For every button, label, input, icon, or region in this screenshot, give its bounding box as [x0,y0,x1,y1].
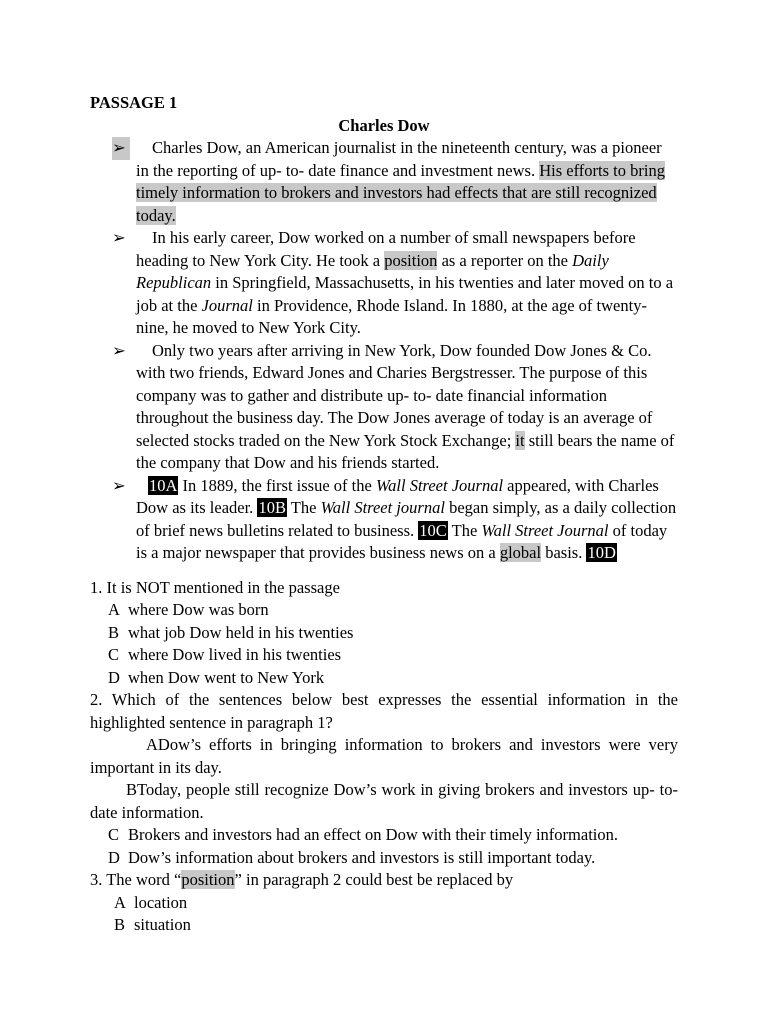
option-letter: C [108,825,120,844]
option-letter: A [114,892,126,912]
paragraph-4-text: The [286,498,321,517]
question-3 [90,869,678,892]
highlighted-word-position[interactable]: position [181,870,235,889]
paragraph-3 [90,340,678,475]
option-text: Dow’s information about brokers and investors is still important today. [128,847,596,867]
option-1b[interactable] [90,622,678,645]
option-text: what job Dow held in his twenties [128,622,354,642]
paragraph-2-text: in Springfield, Massachusetts, in his twenties and later moved on to a job at the [136,273,674,315]
question-1: 1. It is NOT mentioned in the passage [90,577,340,597]
paragraph-4-text: The [447,520,482,540]
option-2c[interactable] [90,824,678,847]
paragraph-4-text: appeared, with Charles Dow as its leader. [136,475,659,517]
paragraph-4 [90,475,678,565]
italic-title: Daily Republican [136,250,609,292]
arrow-bullet-icon: ➢ [112,475,126,495]
paragraph-list [90,137,678,565]
passage-label: PASSAGE 1 [90,93,178,112]
paragraph-2-text: as a reporter on the [437,250,573,270]
arrow-bullet-icon: ➢ [112,137,130,160]
paragraph-4-text: In 1889, the first issue of the [178,475,376,495]
option-letter: B [108,622,120,642]
arrow-bullet-icon: ➢ [112,340,126,360]
option-letter: A [146,735,158,754]
paragraph-2-text: in Providence, Rhode Island. In 1880, at the age of twenty- nine, he moved to New York City. [136,295,647,337]
highlighted-word-global[interactable]: global [499,543,542,562]
highlighted-word-position[interactable]: position [384,250,438,270]
question-3-text: ” in paragraph 2 could best be replaced by [234,870,514,889]
paragraph-3-text: Only two years after arriving in New York, Dow founded Dow Jones & Co. with two friends, Edward Jones and Charies Bergstresser. The purpose of this company was to gather and distribute up- to- date financial information throughout the business day. The Dow Jones average of today is an average of selected stocks traded on the New York Stock Exchange; [136,340,653,450]
option-text: location [134,892,188,912]
option-letter: D [108,847,120,867]
italic-title: Wall Street Journal [375,475,504,495]
passage-title: Charles Dow [338,115,430,135]
option-letter: B [114,915,126,934]
paragraph-2-text: In his early career, Dow worked on a number of small newspapers before heading to New York City. He took a [136,228,636,270]
arrow-bullet-icon: ➢ [112,228,126,247]
paragraph-3-text: still bears the name of the company that Dow and his friends started. [136,430,675,472]
italic-title: Journal [201,295,253,315]
option-text: Today, people still recognize Dow’s work in giving brokers and investors up- to- date information. [90,780,678,822]
insert-marker-10d[interactable]: 10D [587,543,616,562]
option-1a[interactable] [90,599,678,622]
option-2b[interactable] [90,779,678,824]
paragraph-4-text: began simply, as a daily collection of brief news bulletins related to business. [136,498,677,540]
option-text: Brokers and investors had an effect on Dow with their timely information. [128,825,618,844]
option-1c[interactable] [90,644,678,667]
option-1d[interactable] [90,667,678,690]
question-2: 2. Which of the sentences below best expresses the essential information in the highlighted sentence in paragraph 1? [90,690,678,732]
option-letter: D [108,667,120,687]
option-text: Dow’s efforts in bringing information to brokers and investors were very important in its day. [90,735,678,777]
option-text: when Dow went to New York [128,667,325,687]
insert-marker-10a[interactable]: 10A [149,475,178,495]
option-text: where Dow lived in his twenties [128,645,342,664]
italic-title: Wall Street journal [320,498,445,517]
paragraph-2 [90,227,678,340]
option-2d[interactable] [90,847,678,870]
option-text: where Dow was born [128,600,269,619]
questions-section [90,577,678,937]
option-3b[interactable] [90,914,678,937]
option-letter: C [108,645,120,664]
insert-marker-10b[interactable]: 10B [258,498,286,517]
insert-marker-10c[interactable]: 10C [419,520,447,540]
option-text: situation [134,915,191,934]
question-3-text: 3. The word “ [90,870,182,889]
paragraph-4-text: basis. [541,543,587,562]
option-letter: B [126,780,138,799]
highlighted-word-it[interactable]: it [515,430,525,450]
highlighted-sentence[interactable]: His efforts to bring timely information to brokers and investors had effects that are still recognized today. [136,160,665,225]
document-page [90,92,678,937]
paragraph-1-text: Charles Dow, an American journalist in the nineteenth century, was a pioneer in the reporting of up- to- date finance and investment news. [136,138,662,180]
paragraph-1[interactable] [90,137,678,227]
option-2a[interactable] [90,734,678,779]
option-3a[interactable] [90,892,678,915]
paragraph-4-text: of today is a major newspaper that provides business news on a [136,520,668,562]
option-letter: A [108,600,120,619]
italic-title: Wall Street Journal [481,520,609,540]
